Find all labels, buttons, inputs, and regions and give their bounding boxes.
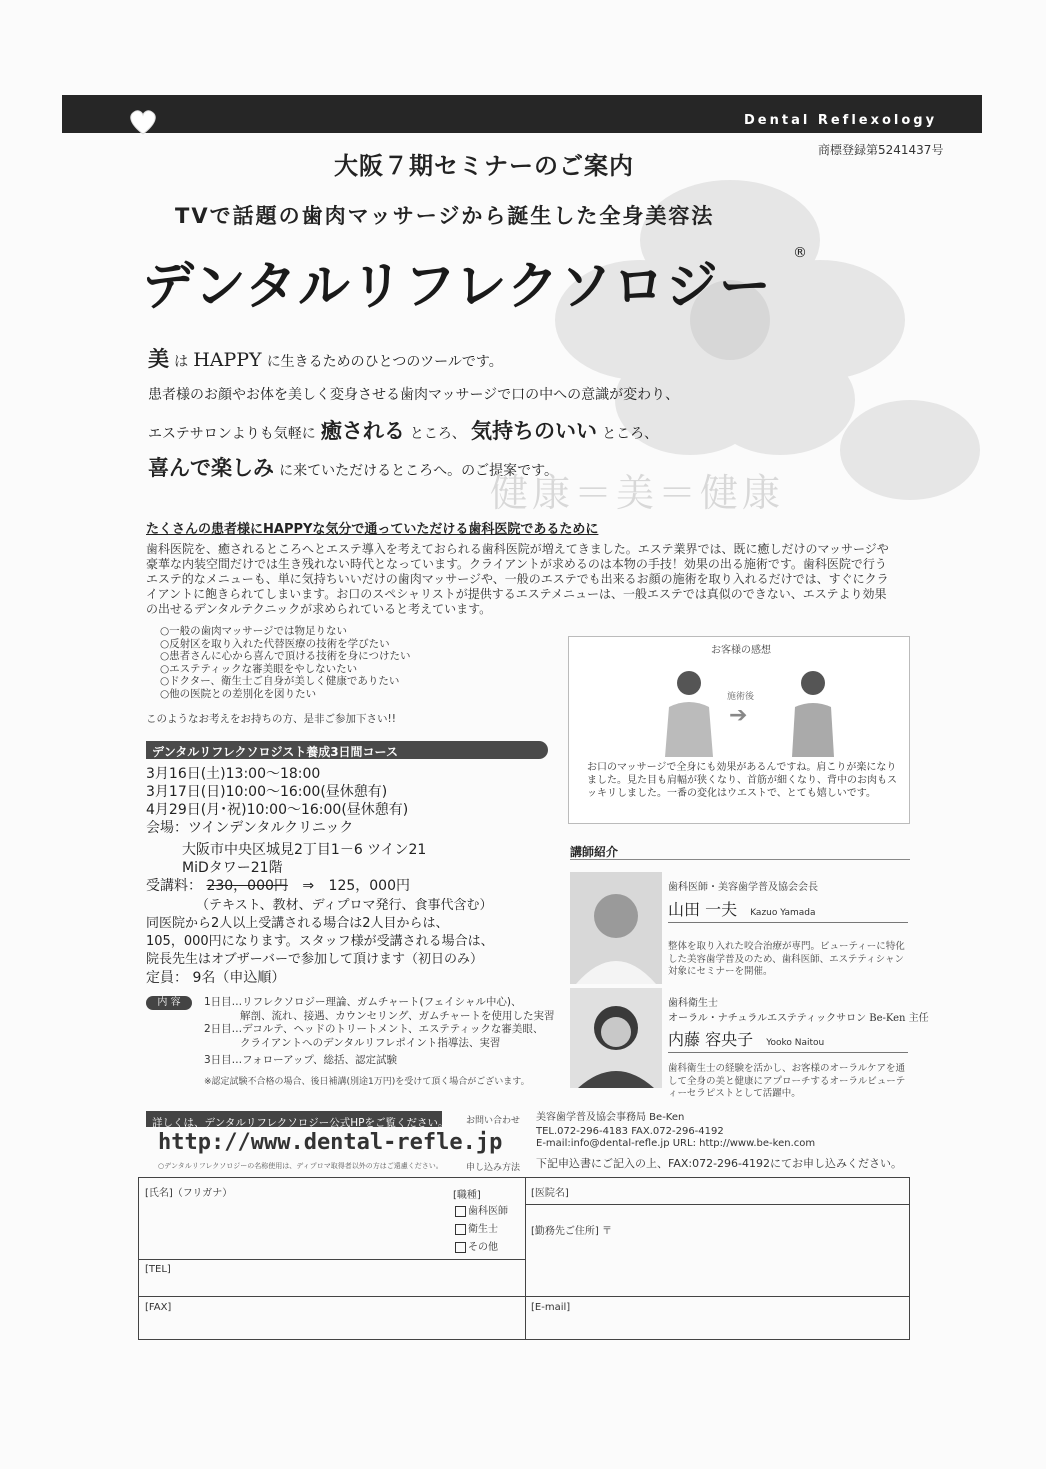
checklist <box>160 625 410 701</box>
form-divider <box>525 1204 909 1205</box>
course-date: 3月16日(土)13:00～18:00 <box>146 766 321 782</box>
checkbox-icon[interactable] <box>455 1224 466 1235</box>
hero-line-2: 患者様のお顔やお体を美しく変身させる歯肉マッサージで口の中への意識が変わり、 <box>148 387 680 403</box>
job-option-label: 衛生士 <box>468 1224 498 1235</box>
heart-icon <box>126 104 160 138</box>
job-option-dentist[interactable] <box>455 1202 508 1217</box>
fax-field-label: [FAX] <box>145 1302 172 1313</box>
before-after-label: 施術後 <box>727 692 755 702</box>
hero-line-1-rest: に生きるためのひとつのツールです。 <box>266 354 503 370</box>
course-date: 3月17日(日)10:00～16:00(昼休憩有) <box>146 784 388 800</box>
contact-label: お問い合わせ <box>466 1116 521 1126</box>
impression-title: お客様の感想 <box>711 645 771 656</box>
contact-org: 美容歯学普及協会事務局 Be-Ken <box>536 1112 685 1123</box>
address-field-label: [勤務先ご住所] 〒 <box>531 1226 612 1237</box>
contact-email-link[interactable]: E-mail:info@dental-refle.jp URL: http://www.be-ken.com <box>536 1138 816 1149</box>
after-photo <box>783 667 843 761</box>
fee-old-price: 230，000円 <box>206 878 288 894</box>
fee-note: （テキスト、教材、ディプロマ発行、食事代含む） <box>196 898 493 913</box>
job-option-other[interactable] <box>455 1238 498 1253</box>
name-field[interactable] <box>145 1198 445 1256</box>
instructor-photo-yamada <box>570 872 662 984</box>
main-title: デンタルリフレクソロジー <box>142 257 772 317</box>
course-title: デンタルリフレクソロジスト養成3日間コース <box>152 745 398 759</box>
job-label: [職種] <box>453 1190 481 1201</box>
fee-label: 受講料： <box>146 878 202 894</box>
hero-line-1 <box>148 343 503 373</box>
closing-text: このようなお考えをお持ちの方、是非ご参加下さい!! <box>146 713 396 725</box>
checkbox-icon[interactable] <box>455 1242 466 1253</box>
job-option-label: 歯科医師 <box>468 1206 508 1217</box>
tel-field-label: [TEL] <box>145 1264 171 1275</box>
happy-word: HAPPY <box>193 349 262 371</box>
hero-line-3-d: 気持ちのいい <box>471 418 598 443</box>
form-divider <box>139 1259 525 1260</box>
checklist-item: ○エステティックな審美眼をやしないたい <box>160 662 358 675</box>
divider <box>570 859 910 860</box>
capacity: 定員： 9名（申込順） <box>146 970 286 986</box>
checklist-item: ○他の医院との差別化を図りたい <box>160 687 317 700</box>
checklist-item: ○一般の歯肉マッサージでは物足りない <box>160 625 348 637</box>
subtitle: TVで話題の歯肉マッサージから誕生した全身美容法 <box>175 204 715 228</box>
divider <box>668 922 908 923</box>
checklist-item: ○患者さんに心から喜んで頂ける技術を身につけたい <box>160 650 411 663</box>
discount-line-3: 院長先生はオブザーバーで参加して頂けます（初日のみ） <box>146 952 483 967</box>
website-url-link[interactable]: http://www.dental-refle.jp <box>158 1130 503 1155</box>
instructor-bio: 歯科衛生士の経験を活かし、お客様のオーラルケアを通して全身の美と健康にアプローチするオーラルビューティーセラピストとして活躍中。 <box>668 1063 906 1100</box>
apply-text: 下記申込書にご記入の上、FAX:072-296-4192にてお申し込みください。 <box>536 1157 903 1170</box>
customer-impression-box <box>568 636 910 824</box>
instructor-photo-naitou <box>570 988 662 1088</box>
course-address-2: MiDタワー21階 <box>182 860 283 876</box>
job-option-label: その他 <box>468 1242 498 1253</box>
instructor-heading: 講師紹介 <box>570 845 619 859</box>
instructor-roman-name: Kazuo Yamada <box>750 908 816 918</box>
day1-line-1: 1日目…リフレクソロジー理論、ガムチャート(フェイシャル中心)、 <box>204 996 522 1008</box>
hero-line-3-b: 癒される <box>320 418 405 443</box>
hero-line-3 <box>148 415 658 445</box>
form-divider <box>139 1296 909 1297</box>
background-slogan: 健康＝美＝健康 <box>490 471 785 515</box>
day2-line-1: 2日目…デコルテ、ヘッドのトリートメント、エステティックな審美眼、 <box>204 1023 544 1036</box>
arrow-icon: ⇒ <box>302 878 315 894</box>
hero-line-3-e: ところ、 <box>602 426 659 442</box>
hero-line-1-particle: は <box>174 354 189 370</box>
application-form <box>138 1177 910 1340</box>
website-bar <box>146 1111 449 1129</box>
course-venue: 会場：ツインデンタルクリニック <box>146 820 354 836</box>
checklist-item: ○反射区を取り入れた代替医療の技術を学びたい <box>160 637 390 650</box>
brand-text: Dental Reflexology <box>744 113 938 128</box>
arrow-right-icon: ➔ <box>729 703 748 728</box>
day2-line-2: クライアントへのデンタルリフレポイント指導法、実習 <box>240 1036 501 1049</box>
instructor-name: 山田 一夫 <box>668 900 738 919</box>
before-photo <box>659 667 719 761</box>
course-title-bar <box>146 741 548 759</box>
impression-text: お口のマッサージで全身にも効果があるんですね。肩こりが楽になりました。見た目も肩幅が狭くなり、首筋が細くなり、背中のお肉もスッキリしました。一番の変化はウエストで、とても嬉しいです。 <box>587 762 897 799</box>
contact-info <box>536 1112 815 1150</box>
section-body: 歯科医院を、癒されるところへとエステ導入を考えておられる歯科医院が増えてきました。エステ業界では、既に癒しだけのマッサージや豪華な内装空間だけでは生き残れない時代となっています。クライアントが求めるのは本物の手技！効果の出る施術です。歯科医院で行うエステ的なメニューも、単に気持ちいいだけの歯肉マッサージや、一般のエステでも出来るお顔の施術を取り入れるだけでは、すぐにクライアントに飽きられてしまいます。お口のスペシャリストが提供するエステメニューは、一般エステでは真似のできない、エステより効果の出せるデンタルテクニックが求められていると考えています。 <box>146 542 889 616</box>
instructor-name: 内藤 容央子 <box>668 1030 754 1049</box>
instructor-yamada <box>668 878 908 979</box>
course-fee <box>146 877 494 895</box>
beauty-kanji: 美 <box>148 346 169 371</box>
instructor-naitou <box>668 994 929 1101</box>
email-field-label: [E-mail] <box>531 1302 571 1313</box>
contact-tel-fax: TEL.072-296-4183 FAX.072-296-4192 <box>536 1126 724 1137</box>
fee-new-price: 125，000円 <box>328 878 410 894</box>
seminar-title: 大阪７期セミナーのご案内 <box>334 151 634 180</box>
website-bar-text: 詳しくは、デンタルリフレクソロジー公式HPをご覧ください。 <box>152 1117 449 1129</box>
course-date: 4月29日(月･祝)10:00～16:00(昼休憩有) <box>146 802 409 818</box>
hero-line-4-b: に来ていただけるところへ。のご提案です。 <box>279 463 558 479</box>
hero-line-3-c: ところ、 <box>409 426 466 442</box>
checklist-item: ○ドクター、衛生士ご自身が美しく健康でありたい <box>160 675 400 688</box>
url-note: ○デンタルリフレクソロジーの名称使用は、ディプロマ取得者以外の方はご遠慮ください。 <box>158 1162 443 1170</box>
day3-line: 3日目…フォローアップ、総括、認定試験 <box>204 1054 398 1067</box>
instructor-role-1: 歯科衛生士 <box>668 998 718 1009</box>
registered-mark: ® <box>793 245 807 261</box>
content-label: 内 容 <box>146 996 192 1010</box>
instructor-role: 歯科医師・美容歯学普及協会会長 <box>668 882 818 893</box>
name-field-label: [氏名]（フリガナ） <box>145 1188 233 1199</box>
hero-line-4-a: 喜んで楽しみ <box>148 455 274 480</box>
discount-line-1: 同医院から2人以上受講される場合は2人目からは、 <box>146 916 449 931</box>
instructor-roman-name: Yooko Naitou <box>766 1038 825 1048</box>
section-heading: たくさんの患者様にHAPPYな気分で通っていただける歯科医院であるために <box>146 522 599 537</box>
checkbox-icon[interactable] <box>455 1206 466 1217</box>
course-address-1: 大阪市中央区城見2丁目1－6 ツイン21 <box>182 842 427 858</box>
day1-line-2: 解剖、流れ、接遇、カウンセリング、ガムチャートを使用した実習 <box>240 1009 555 1022</box>
apply-label: 申し込み方法 <box>466 1163 521 1173</box>
instructor-bio: 整体を取り入れた咬合治療が専門。ビューティーに特化した美容歯学普及のため、歯科医師、エステティシャン対象にセミナーを開催。 <box>668 941 905 978</box>
instructor-role: オーラル・ナチュラルエステティックサロン Be-Ken 主任 <box>668 1013 929 1024</box>
course-schedule <box>146 765 494 987</box>
job-option-hygienist[interactable] <box>455 1220 498 1235</box>
discount-line-2: 105，000円になります。スタッフ様が受講される場合は、 <box>146 934 494 949</box>
clinic-field-label: [医院名] <box>531 1188 569 1199</box>
exam-note: ※認定試験不合格の場合、後日補講(別途1万円)を受けて頂く場合がございます。 <box>204 1077 530 1087</box>
divider <box>668 1052 908 1053</box>
hero-line-3-a: エステサロンよりも気軽に <box>148 426 316 442</box>
form-divider <box>525 1178 526 1339</box>
course-content <box>204 996 554 1068</box>
trademark-number: 商標登録第5241437号 <box>818 143 944 157</box>
